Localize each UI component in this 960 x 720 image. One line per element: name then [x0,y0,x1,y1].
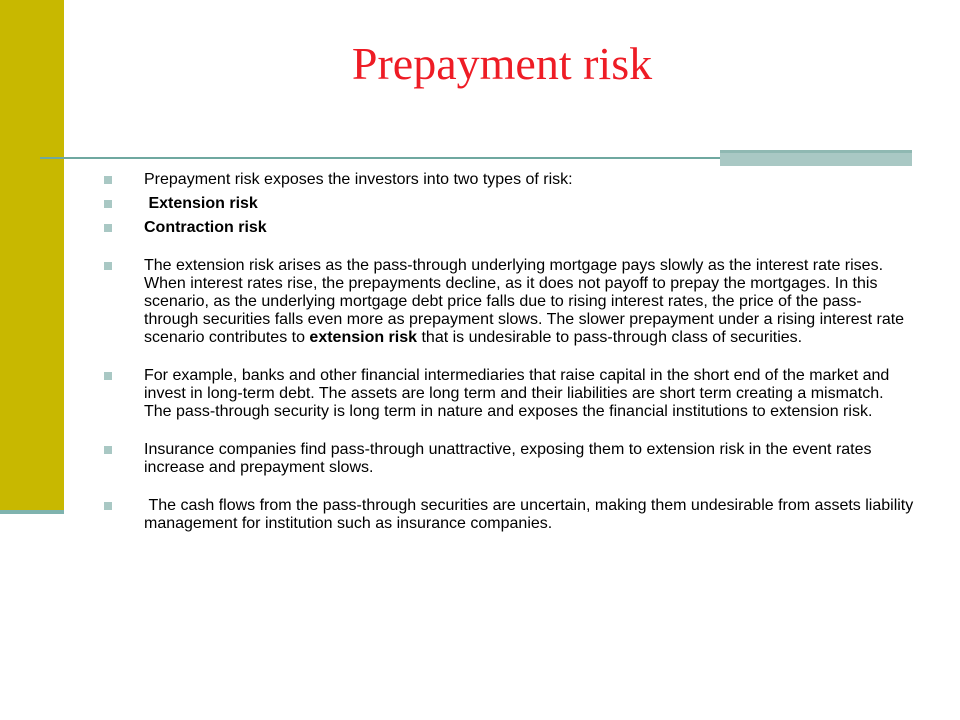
cashflow-paragraph-text: The cash flows from the pass-through securities are uncertain, making them undesirable from assets liability management for institution such as insurance companies. [144,497,914,532]
example-paragraph-text: For example, banks and other financial intermediaries that raise capital in the short end of the market and invest in long-term debt. The assets are long term and their liabilities are short term creating a mismatch. The pass-through security is long term in nature and exposes the financial institutions to extension risk. [144,367,890,420]
square-bullet-icon [104,200,112,208]
square-bullet-icon [104,502,112,510]
insurance-paragraph-text: Insurance companies find pass-through unattractive, exposing them to extension risk in the event rates increase and prepayment slows. [144,441,872,476]
bullet-extension-risk [104,195,914,213]
bullet-contraction-risk-text: Contraction risk [144,219,267,236]
bullet-contraction-risk [104,219,914,237]
left-accent-bar [0,0,64,512]
bullet-intro-text: Prepayment risk exposes the investors into two types of risk: [144,171,573,188]
square-bullet-icon [104,224,112,232]
bullet-insurance-paragraph [104,441,914,477]
extension-paragraph-tail: that is undesirable to pass-through class of securities. [417,329,803,346]
bullet-example-paragraph [104,367,914,421]
bullet-extension-risk-text: Extension risk [148,195,258,212]
square-bullet-icon [104,262,112,270]
extension-paragraph-text: The extension risk arises as the pass-through underlying mortgage pays slowly as the interest rate rises. When interest rates rise, the prepayments decline, as it does not payoff to prepay the mortgages. In this scenario, as the underlying mortgage debt price falls due to rising interest rates, the price of the pass-through securities falls even more as prepayment slows. The slower prepayment under a rising interest rate scenario contributes to [144,257,905,346]
bullet-extension-paragraph [104,257,914,347]
square-bullet-icon [104,446,112,454]
square-bullet-icon [104,176,112,184]
bullet-intro [104,171,914,189]
slide-body [104,171,914,533]
square-bullet-icon [104,372,112,380]
left-accent-bar-edge [0,510,64,514]
extension-paragraph-emphasis: extension risk [309,329,418,346]
title-divider-block-highlight [720,150,912,153]
slide-title: Prepayment risk [351,38,653,89]
bullet-cashflow-paragraph [104,497,914,533]
